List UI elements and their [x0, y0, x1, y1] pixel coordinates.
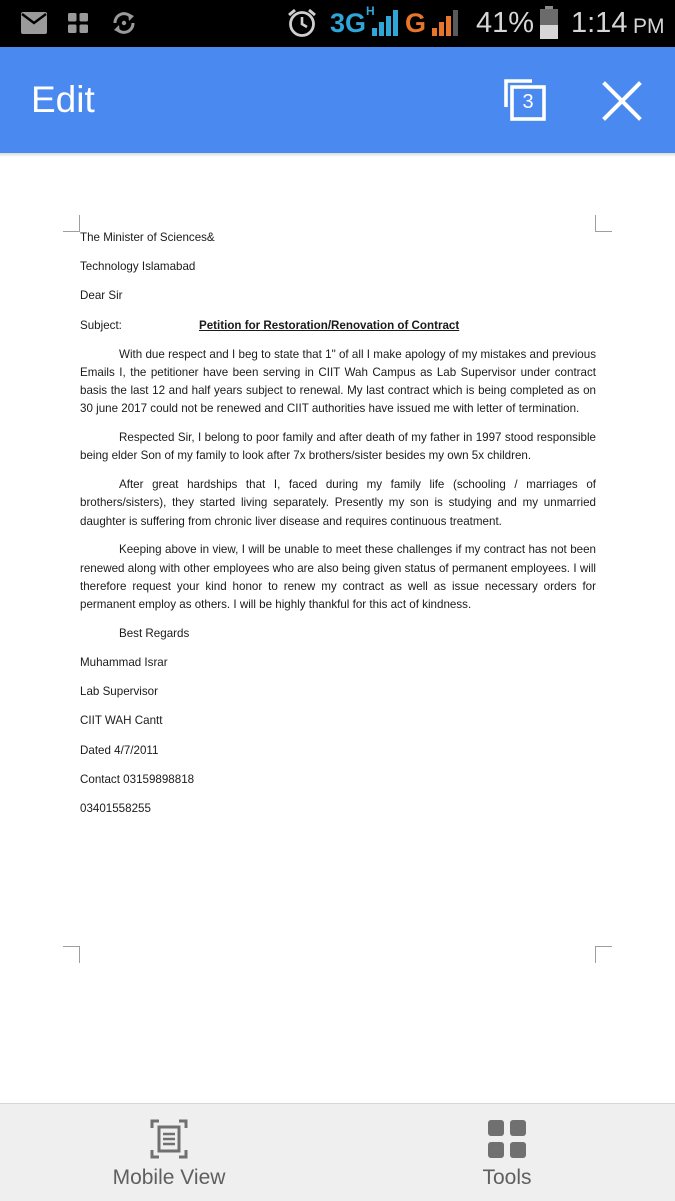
paragraph-4: Keeping above in view, I will be unable to meet these challenges if my contract has not been renewed along with other employees who are also being given status of permanent employees. I will therefore request your kind honor to renew my contract as well as issue necessary orders for permanent employ as others. I will be highly thankful for this act of kindness. — [80, 543, 596, 612]
alarm-icon — [286, 7, 318, 39]
pages-button[interactable] — [500, 75, 552, 127]
signer-organization: CIIT WAH Cantt — [80, 714, 163, 728]
close-icon — [598, 77, 646, 125]
subject-row — [80, 317, 596, 335]
page-corner-top-left — [63, 215, 80, 232]
network-g-label: G — [405, 8, 427, 38]
signer-designation: Lab Supervisor — [80, 685, 158, 699]
paragraph-1: With due respect and I beg to state that 1" of all I make apology of my mistakes and previous Emails I, the petitioner have been serving in CIIT Wah Campus as Lab Supervisor under contract basis the last 12 and half years subject to renewal. My last contract which is being completed as on 30 june 2017 could not be renewed and CIIT authorities have issued me with letter of termination. — [80, 347, 596, 416]
signal-icon — [372, 8, 402, 36]
signal-g-icon — [432, 8, 464, 36]
email-icon — [21, 12, 47, 34]
app-bar-shadow — [0, 153, 675, 157]
bottom-bar — [0, 1103, 675, 1201]
contact-line: Contact 03159898818 — [80, 772, 195, 786]
document-body[interactable] — [80, 229, 596, 829]
network-3g-label: 3G — [330, 8, 367, 38]
clock-ampm: PM — [633, 15, 665, 38]
sync-icon — [110, 10, 138, 36]
page-corner-bottom-left — [63, 946, 80, 963]
tools-button[interactable] — [447, 1104, 567, 1201]
address-line-1: The Minister of Sciences& — [80, 231, 215, 244]
mobile-view-icon — [150, 1119, 188, 1159]
paragraph-3: After great hardships that I, faced during my family life (schooling / marriages of brothers/sisters), they started living separately. Presently my son is studying and my unmarried daughter is suffering from chronic liver disease and requires continuous treatment. — [80, 478, 596, 528]
status-bar — [0, 0, 675, 47]
signer-name: Muhammad Israr — [80, 656, 168, 670]
contact-line-2: 03401558255 — [80, 802, 151, 816]
battery-icon — [539, 6, 559, 40]
battery-percent: 41% — [476, 7, 535, 39]
salutation: Dear Sir — [80, 289, 123, 303]
clock-time: 1:14 — [571, 7, 628, 39]
page-corner-top-right — [595, 215, 612, 232]
network-h-label: H — [366, 4, 375, 18]
date-line: Dated 4/7/2011 — [80, 743, 159, 757]
close-button[interactable] — [598, 77, 646, 125]
tools-label: Tools — [482, 1166, 532, 1189]
mobile-view-button[interactable] — [90, 1104, 248, 1201]
subject-text: Petition for Restoration/Renovation of Contract — [199, 318, 460, 332]
subject-label: Subject: — [80, 318, 122, 332]
page-title: Edit — [31, 79, 95, 120]
apps-grid-icon — [68, 13, 88, 33]
tools-icon — [487, 1119, 527, 1159]
mobile-view-label: Mobile View — [112, 1166, 226, 1189]
closing: Best Regards — [119, 626, 190, 640]
app-bar — [0, 47, 675, 153]
address-line-2: Technology Islamabad — [80, 260, 196, 274]
page-corner-bottom-right — [595, 946, 612, 963]
pages-count: 3 — [522, 91, 534, 113]
paragraph-2: Respected Sir, I belong to poor family and after death of my father in 1997 stood responsible being elder Son of my family to look after 7x brothers/sister besides my own 5x children. — [80, 431, 596, 463]
